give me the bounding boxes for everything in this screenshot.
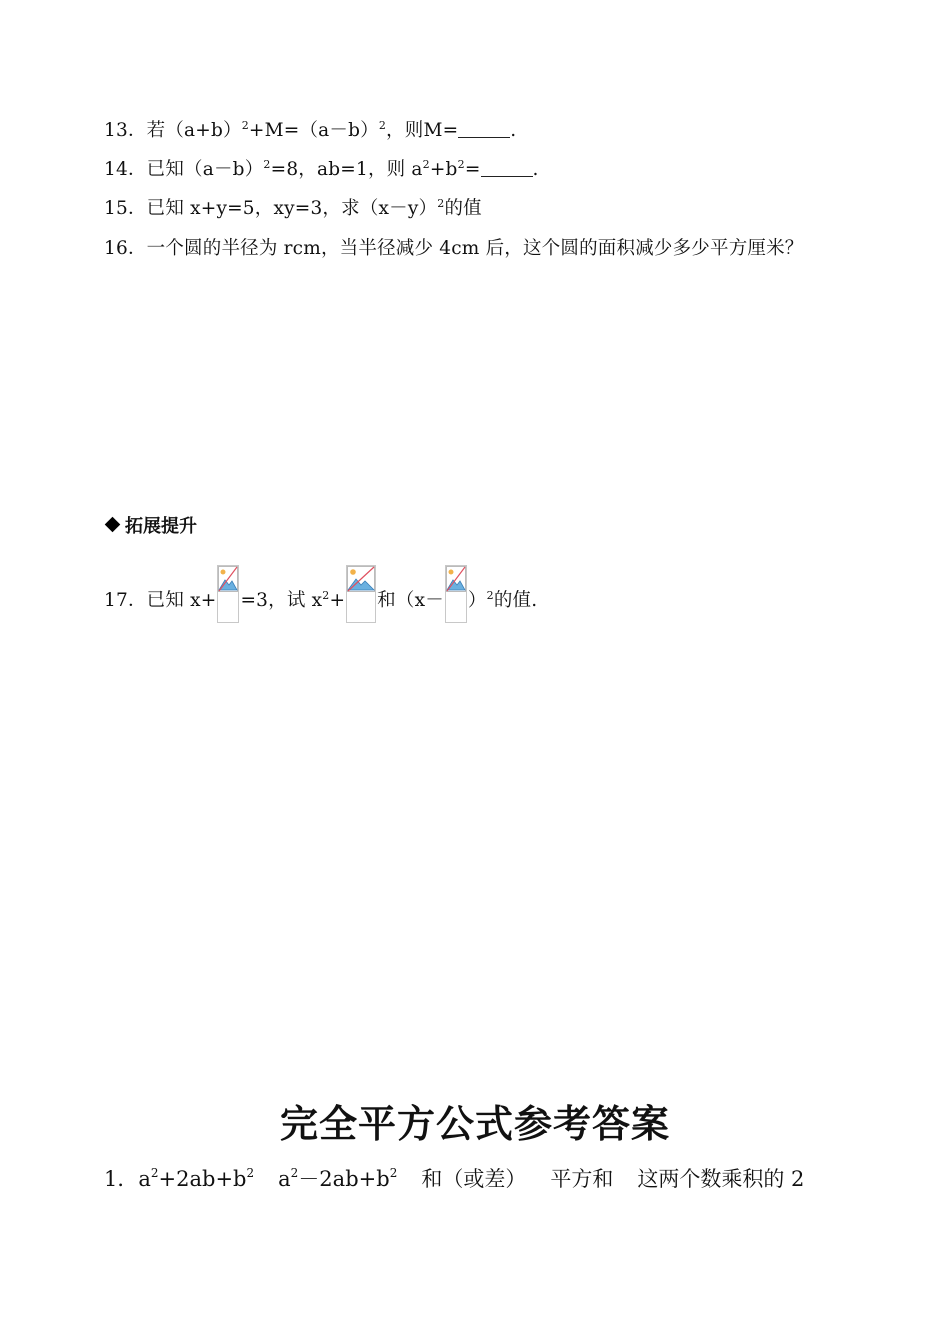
- q14-text-3: +b: [429, 159, 458, 180]
- q17-text-4: 和（x－: [377, 590, 444, 611]
- q17-text-5: ）: [467, 590, 487, 611]
- q13-tail: .: [510, 120, 517, 141]
- diamond-bullet-icon: [105, 517, 121, 533]
- q14-text-1: 14．已知（a－b）: [104, 159, 264, 180]
- q13-sup-2: 2: [378, 119, 387, 132]
- a1-text-2: a: [278, 1167, 291, 1191]
- broken-image-icon: [346, 565, 376, 623]
- a1-sup-2: 2: [246, 1166, 255, 1180]
- q13-text-3: ，则M=: [386, 120, 459, 141]
- q15-sup: 2: [437, 197, 445, 210]
- q14-text-4: =: [464, 159, 481, 180]
- q17-sup-1: 2: [322, 589, 330, 602]
- q14-sup-3: 2: [457, 158, 465, 171]
- question-15: [104, 196, 482, 222]
- a1-sup-3: 2: [290, 1166, 299, 1180]
- question-14: [104, 157, 539, 183]
- q13-answer-blank[interactable]: [458, 119, 510, 138]
- a1-text-6: 这两个数乘积的 2: [637, 1167, 805, 1191]
- q17-text-3: +: [329, 590, 346, 611]
- a1-text-1: +2ab+b: [158, 1167, 247, 1191]
- broken-image-icon: [445, 565, 467, 623]
- q17-sup-2: 2: [486, 589, 494, 602]
- broken-image-icon: [217, 565, 239, 623]
- q14-tail: .: [532, 159, 539, 180]
- q15-text-2: 的值: [444, 198, 482, 219]
- q17-text-1: 17．已知 x+: [104, 590, 217, 611]
- q13-text-1: 13．若（a+b）: [104, 120, 242, 141]
- a1-num: 1．a: [104, 1167, 151, 1191]
- answers-title: 完全平方公式参考答案: [279, 1102, 670, 1146]
- section-title: 拓展提升: [125, 516, 197, 537]
- a1-text-3: －2ab+b: [298, 1167, 390, 1191]
- q13-sup-1: 2: [241, 119, 249, 132]
- q13-text-2: +M=（a－b）: [248, 120, 379, 141]
- a1-sup-1: 2: [150, 1166, 159, 1180]
- q16-text: 16．一个圆的半径为 rcm，当半径减少 4cm 后，这个圆的面积减少多少平方厘米？: [104, 238, 804, 259]
- q14-sup-1: 2: [263, 158, 271, 171]
- question-17: [104, 565, 537, 623]
- section-heading: [104, 512, 197, 538]
- a1-text-4: 和（或差）: [421, 1167, 527, 1191]
- q15-text-1: 15．已知 x+y=5，xy=3，求（x－y）: [104, 198, 438, 219]
- a1-text-5: 平方和: [550, 1167, 614, 1191]
- a1-sup-4: 2: [389, 1166, 398, 1180]
- q17-text-6: 的值.: [493, 590, 538, 611]
- q17-text-2: =3，试 x: [240, 590, 323, 611]
- question-13: [104, 118, 516, 144]
- question-16: [104, 236, 804, 262]
- answer-1: [104, 1164, 804, 1194]
- q14-answer-blank[interactable]: [481, 158, 533, 177]
- q14-sup-2: 2: [422, 158, 430, 171]
- q14-text-2: =8，ab=1，则 a: [270, 159, 423, 180]
